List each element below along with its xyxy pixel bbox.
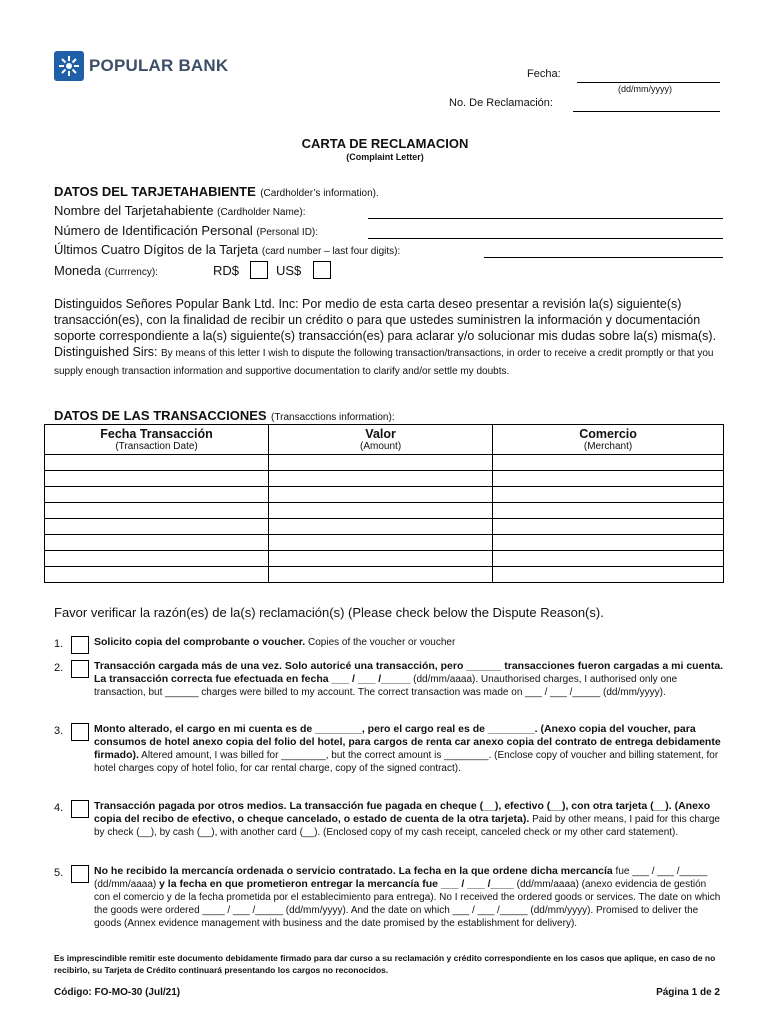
table-cell[interactable]: [269, 551, 493, 567]
table-row: [45, 487, 724, 503]
currency-us-checkbox[interactable]: [313, 261, 331, 279]
bank-logo: [54, 51, 228, 81]
table-cell[interactable]: [269, 519, 493, 535]
table-row: [45, 535, 724, 551]
digits-label: Últimos Cuatro Dígitos de la Tarjeta (card number – last four digits):: [54, 242, 401, 257]
date-format-hint: (dd/mm/yyyy): [618, 84, 672, 94]
transactions-heading: DATOS DE LAS TRANSACCIONES (Transacctions information):: [54, 408, 395, 423]
currency-rd-checkbox[interactable]: [250, 261, 268, 279]
reason-2-checkbox[interactable]: [71, 660, 89, 678]
reason-1-checkbox[interactable]: [71, 636, 89, 654]
reason-2: 2. Transacción cargada más de una vez. Solo autoricé una transacción, pero ______ transacciones fueron cargadas a mi cuenta. La transacción correcta fue efectuada en fecha ___ / ___ /_____ (dd/mm/aaaa). Unauthorised charges, I authorised only one transaction, but ______ charges were billed to my account. The correct transaction was made on ___ / ___ /_____ (dd/mm/yyyy).: [54, 660, 724, 698]
table-cell[interactable]: [493, 567, 724, 583]
digits-field[interactable]: [484, 257, 723, 258]
table-row: [45, 551, 724, 567]
fecha-label: Fecha:: [527, 68, 561, 80]
table-cell[interactable]: [45, 519, 269, 535]
col-merchant-header: Comercio (Merchant): [493, 425, 724, 455]
reason-4-checkbox[interactable]: [71, 800, 89, 818]
currency-rd-label: RD$: [213, 263, 240, 278]
currency-row: Moneda (Currrency):: [54, 263, 158, 278]
table-row: [45, 471, 724, 487]
table-cell[interactable]: [269, 535, 493, 551]
footnote: Es imprescindible remitir este documento debidamente firmado para dar curso a su reclamación y crédito correspondiente en los casos que aplique, en caso de no recibirlo, su Tarjeta de Crédito continuará presentando los cargos no reconocidos.: [54, 953, 716, 975]
table-cell[interactable]: [493, 503, 724, 519]
transactions-table: [44, 424, 724, 583]
table-cell[interactable]: [45, 471, 269, 487]
page-title: CARTA DE RECLAMACION: [301, 136, 469, 151]
page-number: Página 1 de 2: [656, 987, 720, 998]
table-cell[interactable]: [493, 487, 724, 503]
table-cell[interactable]: [45, 551, 269, 567]
name-label: Nombre del Tarjetahabiente (Cardholder Name):: [54, 203, 306, 218]
currency-us-label: US$: [276, 263, 302, 278]
table-cell[interactable]: [269, 567, 493, 583]
reason-4: 4. Transacción pagada por otros medios. La transacción fue pagada en cheque (__), efectivo (__), con otra tarjeta (__). (Anexo copia del recibo de efectivo, o cheque cancelado, o estado de cuenta de la otra tarjeta). Paid by other means, I paid for this charge by check (__), by cash (__), with another card (__). (Enclosed copy of my cash receipt, canceled check or my other card statement).: [54, 800, 720, 838]
intro-paragraph: Distinguidos Señores Popular Bank Ltd. Inc: Por medio de esta carta deseo presentar a revisión la(s) siguiente(s) transacción(es), con la finalidad de recibir un crédito o para que ustedes suministren la información y documentación soporte correspondiente a la(s) siguiente(s) transacción(es) para aclarar y/o solucionar mis dudas sobre la(s) misma(s). Distinguished Sirs: By means of this letter I wish to dispute the following transaction/transactions, in order to receive a credit promptly or that you supply enough transaction information and supportive documentation to clarify and/or settle my doubts.: [54, 297, 717, 377]
table-cell[interactable]: [493, 535, 724, 551]
page-footer: [54, 987, 720, 998]
id-label: Número de Identificación Personal (Personal ID):: [54, 223, 319, 238]
table-cell[interactable]: [45, 455, 269, 471]
form-code: Código: FO-MO-30 (Jul/21): [54, 987, 181, 998]
table-cell[interactable]: [493, 455, 724, 471]
logo-icon: [54, 51, 84, 81]
id-field[interactable]: [368, 238, 723, 239]
table-cell[interactable]: [45, 567, 269, 583]
reasons-heading: Favor verificar la razón(es) de la(s) reclamación(s) (Please check below the Dispute Reason(s).: [54, 605, 604, 620]
reason-5-checkbox[interactable]: [71, 865, 89, 883]
table-row: [45, 455, 724, 471]
name-field[interactable]: [368, 218, 723, 219]
col-amount-header: Valor (Amount): [269, 425, 493, 455]
table-row: [45, 503, 724, 519]
reason-3-checkbox[interactable]: [71, 723, 89, 741]
reason-3: 3. Monto alterado, el cargo en mi cuenta es de ________, pero el cargo real es de ________. (Anexo copia del voucher, para consumos de hotel anexo copia del folio del hotel, para cargos de renta car anexo copia del contrato de entrega debidamente firmado). Altered amount, I was billed for ________, but the correct amount is ________. (Enclose copy of voucher and billing statement, for hotel charges copy of hotel folio, for car rental charge, copy of the signed contract).: [54, 723, 721, 774]
table-cell[interactable]: [493, 519, 724, 535]
table-cell[interactable]: [269, 503, 493, 519]
reason-1: 1. Solicito copia del comprobante o voucher. Copies of the voucher or voucher: [54, 636, 724, 649]
reclamacion-line[interactable]: [573, 111, 720, 112]
bank-name: POPULAR BANK: [89, 56, 229, 75]
table-row: [45, 567, 724, 583]
reason-5: 5. No he recibido la mercancía ordenada o servicio contratado. La fecha en la que ordene dicha mercancía fue ___ / ___ /_____ (dd/mm/aaaa) y la fecha en que prometieron entregar la mercancía fue ___ / ___ /____ (dd/mm/aaaa) (anexo evidencia de gestión con el comercio y de la fecha prometida por el establecimiento para entrega). No I received the ordered goods or services. The date on which the goods were ordered ____ / ___ /_____ (dd/mm/yyyy). And the date on which ___ / ___ /_____ (dd/mm/yyyy). Promised to deliver the goods (Annex evidence management with business and the date promised by the establishment for delivery).: [54, 865, 721, 929]
table-cell[interactable]: [45, 535, 269, 551]
reclamacion-label: No. De Reclamación:: [449, 97, 553, 109]
table-cell[interactable]: [45, 487, 269, 503]
table-cell[interactable]: [269, 471, 493, 487]
col-date-header: Fecha Transacción (Transaction Date): [45, 425, 269, 455]
table-cell[interactable]: [45, 503, 269, 519]
page-subtitle: (Complaint Letter): [346, 152, 424, 162]
table-row: [45, 519, 724, 535]
table-cell[interactable]: [269, 455, 493, 471]
table-cell[interactable]: [493, 551, 724, 567]
cardholder-heading: DATOS DEL TARJETAHABIENTE (Cardholder’s information).: [54, 184, 379, 199]
table-cell[interactable]: [269, 487, 493, 503]
table-cell[interactable]: [493, 471, 724, 487]
fecha-line[interactable]: [577, 82, 720, 83]
